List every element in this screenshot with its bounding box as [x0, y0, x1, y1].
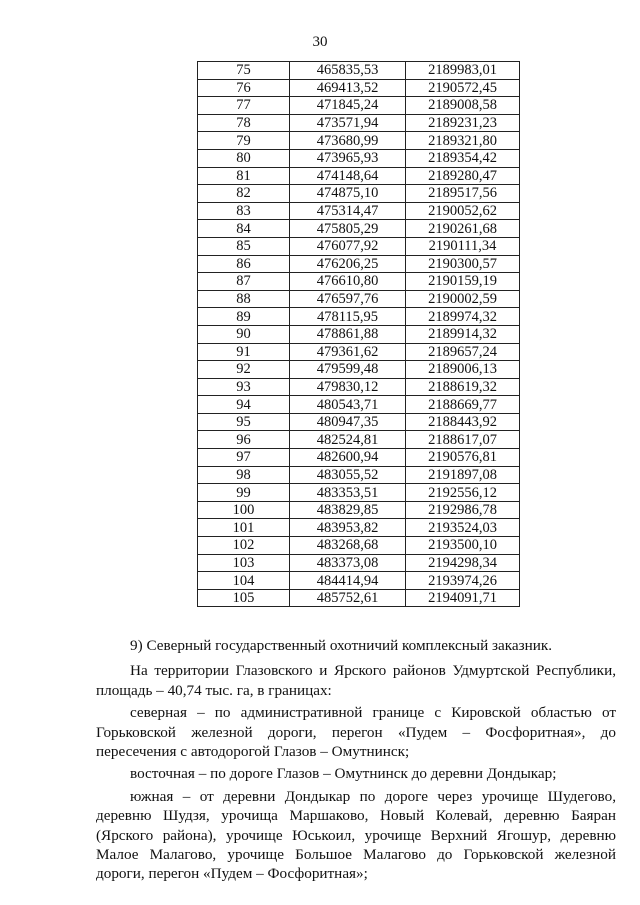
- x-coordinate-cell: 482600,94: [290, 449, 406, 467]
- x-coordinate-cell: 473680,99: [290, 132, 406, 150]
- y-coordinate-cell: 2189657,24: [406, 343, 520, 361]
- table-row: [198, 572, 520, 590]
- x-coordinate-cell: 473965,93: [290, 149, 406, 167]
- point-number-cell: 88: [198, 290, 290, 308]
- table-row: [198, 325, 520, 343]
- table-row: [198, 554, 520, 572]
- point-number-cell: 79: [198, 132, 290, 150]
- point-number-cell: 98: [198, 466, 290, 484]
- point-number-cell: 105: [198, 589, 290, 607]
- point-number-cell: 91: [198, 343, 290, 361]
- table-row: [198, 484, 520, 502]
- table-row: [198, 97, 520, 115]
- point-number-cell: 75: [198, 62, 290, 80]
- y-coordinate-cell: 2193500,10: [406, 537, 520, 555]
- y-coordinate-cell: 2190572,45: [406, 79, 520, 97]
- table-row: [198, 589, 520, 607]
- x-coordinate-cell: 479361,62: [290, 343, 406, 361]
- y-coordinate-cell: 2192556,12: [406, 484, 520, 502]
- x-coordinate-cell: 480543,71: [290, 396, 406, 414]
- x-coordinate-cell: 475805,29: [290, 220, 406, 238]
- point-number-cell: 86: [198, 255, 290, 273]
- y-coordinate-cell: 2191897,08: [406, 466, 520, 484]
- point-number-cell: 87: [198, 273, 290, 291]
- point-number-cell: 76: [198, 79, 290, 97]
- table-row: [198, 220, 520, 238]
- table-row: [198, 308, 520, 326]
- x-coordinate-cell: 483829,85: [290, 501, 406, 519]
- boundary-east: восточная – по дороге Глазов – Омутнинск до деревни Дондыкар;: [130, 765, 557, 783]
- x-coordinate-cell: 479599,48: [290, 361, 406, 379]
- table-row: [198, 62, 520, 80]
- x-coordinate-cell: 479830,12: [290, 378, 406, 396]
- y-coordinate-cell: 2192986,78: [406, 501, 520, 519]
- point-number-cell: 90: [198, 325, 290, 343]
- x-coordinate-cell: 483268,68: [290, 537, 406, 555]
- table-row: [198, 519, 520, 537]
- x-coordinate-cell: 483373,08: [290, 554, 406, 572]
- section-text: [96, 636, 616, 884]
- x-coordinate-cell: 476077,92: [290, 237, 406, 255]
- boundary-south: южная – от деревни Дондыкар по дороге через урочище Шудегово, деревню Шудзя, урочища Маршаково, Новый Колевай, деревню Баяран (Ярского района), урочище Юськоил, урочище Верхний Ягошур, деревню Малое Малагово, урочище Большое Малагово до Горьковской железной дороги, перегон «Пудем – Фосфоритная»;: [96, 787, 616, 883]
- boundary-north: северная – по административной границе с Кировской областью от Горьковской железной дороги, перегон «Пудем – Фосфоритная», до пересечения с автодорогой Глазов – Омутнинск;: [96, 704, 616, 761]
- y-coordinate-cell: 2190111,34: [406, 237, 520, 255]
- x-coordinate-cell: 483953,82: [290, 519, 406, 537]
- point-number-cell: 84: [198, 220, 290, 238]
- table-row: [198, 273, 520, 291]
- table-row: [198, 290, 520, 308]
- point-number-cell: 78: [198, 114, 290, 132]
- point-number-cell: 95: [198, 413, 290, 431]
- x-coordinate-cell: 484414,94: [290, 572, 406, 590]
- y-coordinate-cell: 2189231,23: [406, 114, 520, 132]
- y-coordinate-cell: 2189983,01: [406, 62, 520, 80]
- y-coordinate-cell: 2190002,59: [406, 290, 520, 308]
- point-number-cell: 96: [198, 431, 290, 449]
- x-coordinate-cell: 478861,88: [290, 325, 406, 343]
- table-row: [198, 114, 520, 132]
- table-row: [198, 537, 520, 555]
- point-number-cell: 92: [198, 361, 290, 379]
- y-coordinate-cell: 2190576,81: [406, 449, 520, 467]
- point-number-cell: 101: [198, 519, 290, 537]
- x-coordinate-cell: 465835,53: [290, 62, 406, 80]
- point-number-cell: 89: [198, 308, 290, 326]
- y-coordinate-cell: 2189280,47: [406, 167, 520, 185]
- x-coordinate-cell: 473571,94: [290, 114, 406, 132]
- point-number-cell: 81: [198, 167, 290, 185]
- y-coordinate-cell: 2190261,68: [406, 220, 520, 238]
- x-coordinate-cell: 474875,10: [290, 185, 406, 203]
- x-coordinate-cell: 474148,64: [290, 167, 406, 185]
- point-number-cell: 100: [198, 501, 290, 519]
- point-number-cell: 77: [198, 97, 290, 115]
- section-location: На территории Глазовского и Ярского районов Удмуртской Республики, площадь – 40,74 тыс. га, в границах:: [96, 662, 616, 699]
- y-coordinate-cell: 2188669,77: [406, 396, 520, 414]
- y-coordinate-cell: 2190300,57: [406, 255, 520, 273]
- x-coordinate-cell: 469413,52: [290, 79, 406, 97]
- x-coordinate-cell: 480947,35: [290, 413, 406, 431]
- x-coordinate-cell: 471845,24: [290, 97, 406, 115]
- page-number: 30: [312, 34, 328, 50]
- point-number-cell: 80: [198, 149, 290, 167]
- y-coordinate-cell: 2189006,13: [406, 361, 520, 379]
- y-coordinate-cell: 2188619,32: [406, 378, 520, 396]
- y-coordinate-cell: 2194298,34: [406, 554, 520, 572]
- y-coordinate-cell: 2188443,92: [406, 413, 520, 431]
- y-coordinate-cell: 2189974,32: [406, 308, 520, 326]
- x-coordinate-cell: 476206,25: [290, 255, 406, 273]
- x-coordinate-cell: 476597,76: [290, 290, 406, 308]
- point-number-cell: 83: [198, 202, 290, 220]
- x-coordinate-cell: 475314,47: [290, 202, 406, 220]
- table-row: [198, 413, 520, 431]
- table-row: [198, 361, 520, 379]
- y-coordinate-cell: 2193974,26: [406, 572, 520, 590]
- point-number-cell: 102: [198, 537, 290, 555]
- point-number-cell: 94: [198, 396, 290, 414]
- table-row: [198, 149, 520, 167]
- table-row: [198, 202, 520, 220]
- coordinates-table: [197, 61, 520, 607]
- table-row: [198, 501, 520, 519]
- table-row: [198, 449, 520, 467]
- x-coordinate-cell: 478115,95: [290, 308, 406, 326]
- table-row: [198, 255, 520, 273]
- y-coordinate-cell: 2188617,07: [406, 431, 520, 449]
- y-coordinate-cell: 2189354,42: [406, 149, 520, 167]
- point-number-cell: 103: [198, 554, 290, 572]
- table-row: [198, 431, 520, 449]
- y-coordinate-cell: 2189517,56: [406, 185, 520, 203]
- coordinates-table-body: [198, 62, 520, 607]
- point-number-cell: 104: [198, 572, 290, 590]
- y-coordinate-cell: 2189914,32: [406, 325, 520, 343]
- x-coordinate-cell: 483353,51: [290, 484, 406, 502]
- section-heading: 9) Северный государственный охотничий комплексный заказник.: [130, 637, 553, 654]
- table-row: [198, 466, 520, 484]
- point-number-cell: 97: [198, 449, 290, 467]
- table-row: [198, 237, 520, 255]
- table-row: [198, 79, 520, 97]
- table-row: [198, 132, 520, 150]
- table-row: [198, 343, 520, 361]
- point-number-cell: 85: [198, 237, 290, 255]
- y-coordinate-cell: 2189321,80: [406, 132, 520, 150]
- x-coordinate-cell: 482524,81: [290, 431, 406, 449]
- y-coordinate-cell: 2190159,19: [406, 273, 520, 291]
- y-coordinate-cell: 2194091,71: [406, 589, 520, 607]
- y-coordinate-cell: 2189008,58: [406, 97, 520, 115]
- point-number-cell: 82: [198, 185, 290, 203]
- x-coordinate-cell: 485752,61: [290, 589, 406, 607]
- x-coordinate-cell: 476610,80: [290, 273, 406, 291]
- table-row: [198, 396, 520, 414]
- table-row: [198, 185, 520, 203]
- table-row: [198, 378, 520, 396]
- x-coordinate-cell: 483055,52: [290, 466, 406, 484]
- point-number-cell: 93: [198, 378, 290, 396]
- y-coordinate-cell: 2193524,03: [406, 519, 520, 537]
- table-row: [198, 167, 520, 185]
- point-number-cell: 99: [198, 484, 290, 502]
- y-coordinate-cell: 2190052,62: [406, 202, 520, 220]
